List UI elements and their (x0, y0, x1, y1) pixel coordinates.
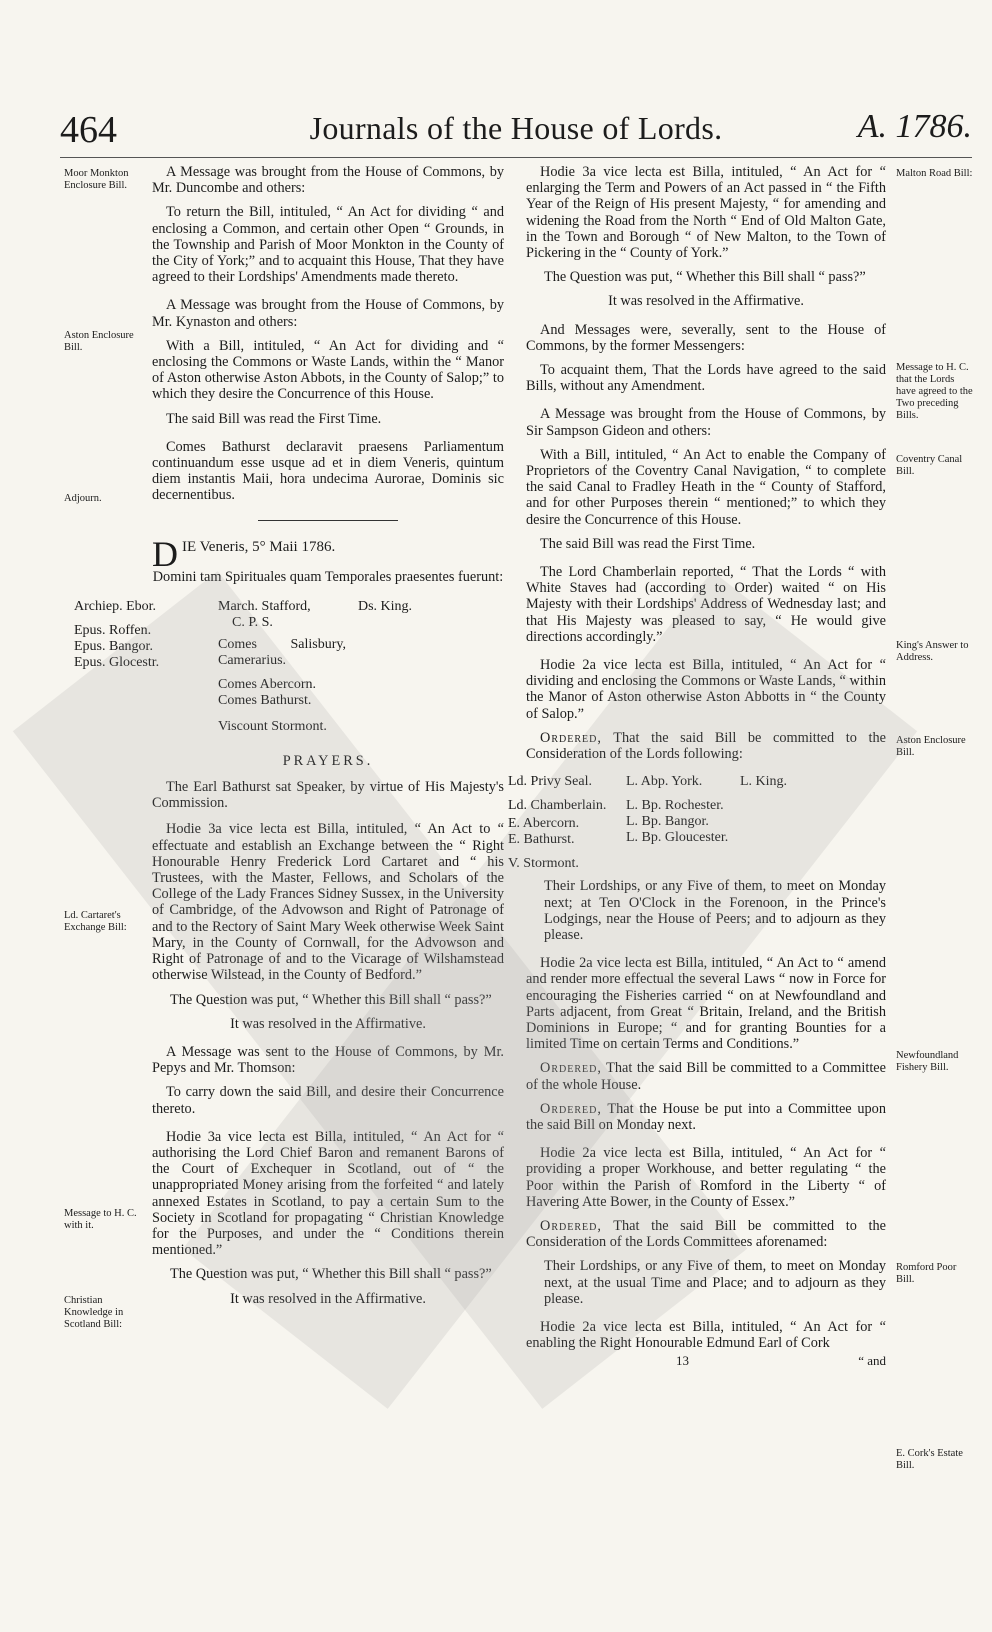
committee-member: L. King. (740, 774, 788, 790)
catchword: “ and (858, 1353, 886, 1369)
paragraph: Their Lordships, or any Five of them, to meet on Monday next; at Ten O'Clock in the Forenoon, in the Prince's Lodgings, near the House of Peers; and to adjourn as they please. (544, 878, 886, 943)
paragraph: And Messages were, severally, sent to the House of Commons, by the former Messengers: (526, 321, 886, 354)
running-year: A. 1786. (857, 108, 972, 145)
margin-note-christian: Christian Knowledge in Scotland Bill: (64, 1295, 124, 1330)
paragraph: Hodie 3a vice lecta est Billa, intituled, “ An Act for “ enlarging the Term and Powers of an Act passed in “ the Fifth Year of the Reign of His present Majesty, “ for amending and widening the Road from the North “ End of Old Malton Gate, in the Town and Borough “ of New Malton, to the Town of Pickering in the “ County of York.” (526, 164, 886, 262)
committee-member: Ld. Chamberlain. (508, 798, 607, 814)
committee-member: E. Abercorn. (508, 816, 580, 832)
paragraph: The said Bill was read the First Time. (540, 535, 756, 552)
paragraph: To carry down the said Bill, and desire their Concurrence thereto. (152, 1084, 504, 1117)
paragraph: Hodie 3a vice lecta est Billa, intituled, “ An Act for “ authorising the Lord Chief Baron and remanent Barons of the Court of Exchequer in Scotland, out of “ the unappropriated Money arising from the forfeited “ and lately annexed Estates in Scotland, to pay a certain Sum to the Society in Scotland for propagating “ Christian Knowledge for the Purposes, and under the “ Conditions therein mentioned.” (152, 1128, 504, 1259)
paragraph: The Question was put, “ Whether this Bill shall “ pass?” (544, 269, 866, 286)
header-rule (60, 157, 972, 158)
committee-member: E. Bathurst. (508, 832, 575, 848)
paragraph: A Message was brought from the House of Commons, by Sir Sampson Gideon and others: (526, 406, 886, 439)
right-column (508, 164, 886, 1369)
paragraph: The Earl Bathurst sat Speaker, by virtue of His Majesty's Commission. (152, 779, 504, 812)
lord-name: Archiep. Ebor. (74, 598, 157, 614)
paragraph: It was resolved in the Affirmative. (608, 293, 804, 310)
running-title: Journals of the House of Lords. (309, 110, 723, 146)
ordered-label: Ordered, (540, 1060, 602, 1077)
lord-name: Comes Salisbury, Camerarius. (218, 636, 346, 669)
margin-note-message-hc: Message to H. C. that the Lords have agreed to the Two preceding Bills. (896, 362, 973, 421)
paragraph: The Question was put, “ Whether this Bill shall “ pass?” (170, 991, 492, 1008)
paragraph (526, 1060, 886, 1092)
committee-member: L. Bp. Gloucester. (626, 830, 729, 846)
paragraph: The Question was put, “ Whether this Bill shall “ pass?” (170, 1266, 492, 1283)
paragraph: The said Bill was read the First Time. (166, 410, 382, 427)
margin-note-cartaret: Ld. Cartaret's Exchange Bill: (64, 910, 127, 933)
committee-member: L. Abp. York. (626, 774, 703, 790)
margin-note-message: Message to H. C. with it. (64, 1208, 137, 1231)
committee-member: V. Stormont. (508, 856, 579, 872)
section-rule (258, 520, 398, 521)
lord-name: Comes Abercorn. (218, 676, 316, 692)
paragraph: The Lord Chamberlain reported, “ That the Lords “ with White Staves had (according to Order) waited “ on His Majesty with their Lordships' Address of Wednesday last; and that His Majesty was pleased to say, “ He would give directions accordingly.” (526, 564, 886, 645)
sitting-date-text: IE Veneris, 5° Maii 1786. (182, 538, 336, 555)
paragraph: It was resolved in the Affirmative. (230, 1290, 426, 1307)
paragraph (526, 730, 886, 762)
sitting-date (152, 533, 504, 574)
ordered-label: Ordered, (540, 1217, 602, 1234)
lord-name: Ds. King. (358, 598, 413, 614)
paragraph: A Message was brought from the House of Commons, by Mr. Duncombe and others: (152, 164, 504, 197)
lord-name: C. P. S. (232, 614, 273, 630)
margin-note-kings-answer: King's Answer to Address. (896, 640, 969, 663)
lord-name: Viscount Stormont. (218, 718, 327, 734)
ordered-text: That the said Bill be committed to the Consideration of the Lords following: (526, 729, 886, 763)
lord-name: Epus. Glocestr. (74, 654, 160, 670)
paragraph: To acquaint them, That the Lords have agreed to the said Bills, without any Amendment. (526, 362, 886, 395)
ordered-text: That the said Bill be committed to a Committee of the whole House. (526, 1060, 886, 1093)
margin-note-cork: E. Cork's Estate Bill. (896, 1448, 963, 1471)
margin-note-aston: Aston Enclosure Bill. (64, 330, 134, 353)
margin-note-coventry: Coventry Canal Bill. (896, 454, 963, 477)
lords-present-list (74, 593, 504, 743)
paragraph: With a Bill, intituled, “ An Act to enable the Company of Proprietors of the Coventry Canal Navigation, “ to complete the said Canal to Fradley Heath in the “ County of Stafford, and for other Purposes therein “ mentioned;” to which they desire the Concurrence of this House. (526, 446, 886, 528)
ordered-text: That the said Bill be committed to the Consideration of the Lords Committees aforenamed: (526, 1217, 886, 1251)
margin-note-moor: Moor Monkton Enclosure Bill. (64, 168, 129, 191)
paragraph: Hodie 2a vice lecta est Billa, intituled, “ An Act for “ providing a proper Workhouse, and better regulating “ the Poor within the Parish of Romford in the Liberty “ of Havering Atte Bower, in the County of Essex.” (526, 1145, 886, 1210)
paragraph (526, 1101, 886, 1133)
lord-name: March. Stafford, (218, 598, 311, 614)
committee-member: L. Bp. Rochester. (626, 798, 724, 814)
committee-list (508, 770, 886, 872)
prayers-heading: PRAYERS. (282, 752, 374, 769)
ordered-text: That the House be put into a Committee upon the said Bill on Monday next. (526, 1100, 886, 1133)
paragraph: Hodie 2a vice lecta est Billa, intituled, “ An Act for “ dividing and enclosing the Commons or Waste Lands, “ within the Manor of Aston otherwise Aston Abbotts in “ the County of Salop.” (526, 657, 886, 722)
attendance-heading: Domini tam Spirituales quam Temporales praesentes fuerunt: (152, 568, 504, 585)
ordered-label: Ordered, (540, 729, 602, 746)
paragraph: It was resolved in the Affirmative. (230, 1015, 426, 1032)
paragraph: Comes Bathurst declaravit praesens Parliamentum continuandum esse usque ad et in diem Veneris, quintum diem instantis Maii, hora undecima Aurorae, Dominis sic decernentibus. (152, 438, 504, 504)
paragraph: To return the Bill, intituled, “ An Act for dividing “ and enclosing a Common, and certain other Open “ Grounds, in the Township and Parish of Moor Monkton in the County of the City of York;” and to acquaint this House, That they have agreed to their Lordships' Amendments made thereto. (152, 204, 504, 286)
paragraph: With a Bill, intituled, “ An Act for dividing and “ enclosing the Commons or Waste Lands, within the “ Manor of Aston otherwise Aston Abbots, in the County of Salop;” to which they desire the Concurrence of this House. (152, 337, 504, 403)
margin-note-malton: Malton Road Bill: (896, 168, 973, 179)
lord-name: Comes Bathurst. (218, 692, 312, 708)
paragraph: Hodie 3a vice lecta est Billa, intituled, “ An Act to “ effectuate and establish an Exchange between the “ Right Honourable Henry Frederick Lord Cartaret and “ his Trustees, with the Master, Fellows, and Scholars of the College of the Lady Frances Sidney Sussex, in the University of Cambridge, of the Advowson and Right of Patronage of and to the Rectory of Saint Mary Week otherwise Week Saint Mary, in the County of Cornwall, for the Advowson and Right of Patronage of and to the Vicarage of Wilshamstead otherwise Wilstead, in the County of Bedford.” (152, 821, 504, 984)
paragraph: A Message was sent to the House of Commons, by Mr. Pepys and Mr. Thomson: (152, 1043, 504, 1077)
page-header (60, 108, 972, 158)
page-number: 464 (60, 109, 117, 151)
drop-cap: D (152, 533, 178, 574)
lord-name: Epus. Bangor. (74, 638, 153, 654)
paragraph: A Message was brought from the House of Commons, by Mr. Kynaston and others: (152, 297, 504, 330)
page-footer (526, 1353, 886, 1369)
paragraph: Hodie 2a vice lecta est Billa, intituled, “ An Act to “ amend and render more effectual the several Laws “ now in Force for encouraging the Fisheries carried “ on at Newfoundland and Parts adjacent, from Great “ Britain, Ireland, and the British Dominions in Europe; “ and for granting Bounties for a limited Time on certain Terms and Conditions.” (526, 955, 886, 1053)
ordered-label: Ordered, (540, 1100, 602, 1117)
margin-note-adjourn: Adjourn. (64, 493, 102, 504)
paragraph: Their Lordships, or any Five of them, to meet on Monday next, at the usual Time and Place; and to adjourn as they please. (544, 1258, 886, 1307)
margin-note-newfoundland: Newfoundland Fishery Bill. (896, 1050, 959, 1073)
margin-note-romford: Romford Poor Bill. (896, 1262, 957, 1285)
committee-member: Ld. Privy Seal. (508, 774, 592, 790)
paragraph (526, 1218, 886, 1250)
committee-member: L. Bp. Bangor. (626, 814, 709, 830)
signature-mark: 13 (676, 1353, 689, 1369)
margin-note-aston-right: Aston Enclosure Bill. (896, 735, 966, 758)
lord-name: Epus. Roffen. (74, 622, 152, 638)
paragraph: Hodie 2a vice lecta est Billa, intituled, “ An Act for “ enabling the Right Honourable Edmund Earl of Cork (526, 1318, 886, 1352)
